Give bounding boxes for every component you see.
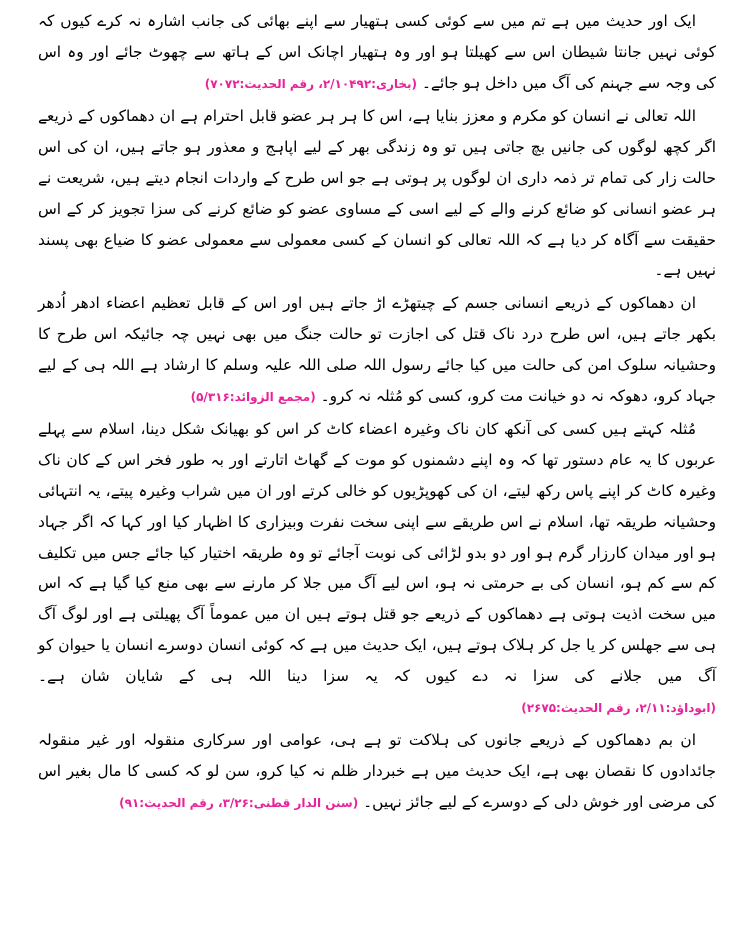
document-page (38, 6, 716, 821)
hadith-reference: (مجمع الزوائد:۵/۳۱۶) (190, 389, 316, 404)
paragraph-human-dignity (38, 101, 716, 286)
hadith-reference: (ابوداؤد:۲/۱۱، رقم الحدیث:۲۶۷۵) (521, 700, 716, 715)
paragraph-weapon-hadith (38, 6, 716, 99)
paragraph-mutilation-ban (38, 288, 716, 412)
paragraph-text: اللہ تعالی نے انسان کو مکرم و معزز بنایا ہے، اس کا ہر ہر عضو قابل احترام ہے ان دھماکوں کے ذریعے اگر کچھ لوگوں کی جانیں بچ جاتی ہیں تو وہ زندگی بھر کے لیے اپاہج و معذور ہو جاتے ہیں، ان کی اس حالت زار کی تمام تر ذمہ داری ان لوگوں پر ہوتی ہے جو اس طرح کے واردات انجام دیتے ہیں، شریعت نے ہر عضو انسانی کو ضائع کرنے والے کے لیے اسی کے مساوی عضو کو ضائع کرنے کی سزا تجویز کر کے اس حقیقت سے آگاہ کر دیا ہے کہ اللہ تعالی کو انسان کے کسی معمولی سے معمولی عضو کا ضیاع بھی پسند نہیں ہے۔ (38, 107, 716, 280)
paragraph-text: ایک اور حدیث میں ہے تم میں سے کوئی کسی ہتھیار سے اپنے بھائی کی جانب اشارہ نہ کرے کیوں کہ کوئی نہیں جانتا شیطان اس سے کھیلتا ہو اور وہ ہتھیار اچانک اس کے ہاتھ سے چھوٹ جائے اور وہ اس کی وجہ سے جہنم کی آگ میں داخل ہو جائے۔ (38, 12, 716, 92)
hadith-reference: (بخاری:۲/۱۰۴۹۲، رقم الحدیث:۷۰۷۲) (204, 76, 417, 91)
paragraph-muthla-definition (38, 414, 716, 723)
paragraph-text: ان بم دھماکوں کے ذریعے جانوں کی ہلاکت تو ہے ہی، عوامی اور سرکاری منقولہ اور غیر منقولہ جائدادوں کا نقصان بھی ہے، ایک حدیث میں ہے خبردار ظلم نہ کیا کرو، سن لو کہ کسی کا مال بغیر اس کی مرضی اور خوش دلی کے دوسرے کے لیے جائز نہیں۔ (38, 731, 716, 811)
paragraph-property-loss (38, 725, 716, 818)
hadith-reference: (سنن الدار قطنی:۳/۲۶، رقم الحدیث:۹۱) (119, 795, 359, 810)
paragraph-text: ان دھماکوں کے ذریعے انسانی جسم کے چیتھڑے اڑ جاتے ہیں اور اس کے قابل تعظیم اعضاء ادھر اُدھر بکھر جاتے ہیں، اس طرح درد ناک قتل کی اجازت تو حالت جنگ میں بھی نہیں چہ جائیکہ اس طرح کا وحشیانہ سلوک امن کی حالت میں کیا جائے رسول اللہ صلی اللہ علیہ وسلم کا ارشاد ہے اللہ ہی کے لیے جہاد کرو، دھوکہ نہ دو خیانت مت کرو، کسی کو مُثلہ نہ کرو۔ (38, 294, 716, 405)
paragraph-text: مُثلہ کہتے ہیں کسی کی آنکھ کان ناک وغیرہ اعضاء کاٹ کر اس کو بھیانک شکل دینا، اسلام سے پہلے عربوں کا یہ عام دستور تھا کہ وہ اپنے دشمنوں کو موت کے گھاٹ اتارتے اور بہ طور فخر اس کے کان ناک وغیرہ کاٹ کر اپنے پاس رکھ لیتے، ان کی کھوپڑیوں کو خالی کرتے اور ان میں شراب وغیرہ پیتے، یہ انتہائی وحشیانہ طریقہ تھا، اسلام نے اس طریقے سے اپنی سخت نفرت وبیزاری کا اظہار کیا اور کہا کہ اگر جہاد ہو اور میدان کارزار گرم ہو اور دو بدو لڑائی کی نوبت آجائے تو وہ طریقہ اختیار کیا جائے جس میں تکلیف کم سے کم ہو، انسان کی بے حرمتی نہ ہو، اس لیے آگ میں جلا کر مارنے سے بھی منع کیا گیا ہے کہ اس میں سخت اذیت ہوتی ہے دھماکوں کے ذریعے جو قتل ہوتے ہیں ان میں عموماً آگ پھیلتی ہے اور لوگ آگ ہی سے جھلس کر یا جل کر ہلاک ہوتے ہیں، ایک حدیث میں ہے کہ کوئی انسان دوسرے انسان یا حیوان کو آگ میں جلانے کی سزا نہ دے کیوں کہ یہ سزا دینا اللہ ہی کے شایان شان ہے۔ (38, 420, 716, 685)
